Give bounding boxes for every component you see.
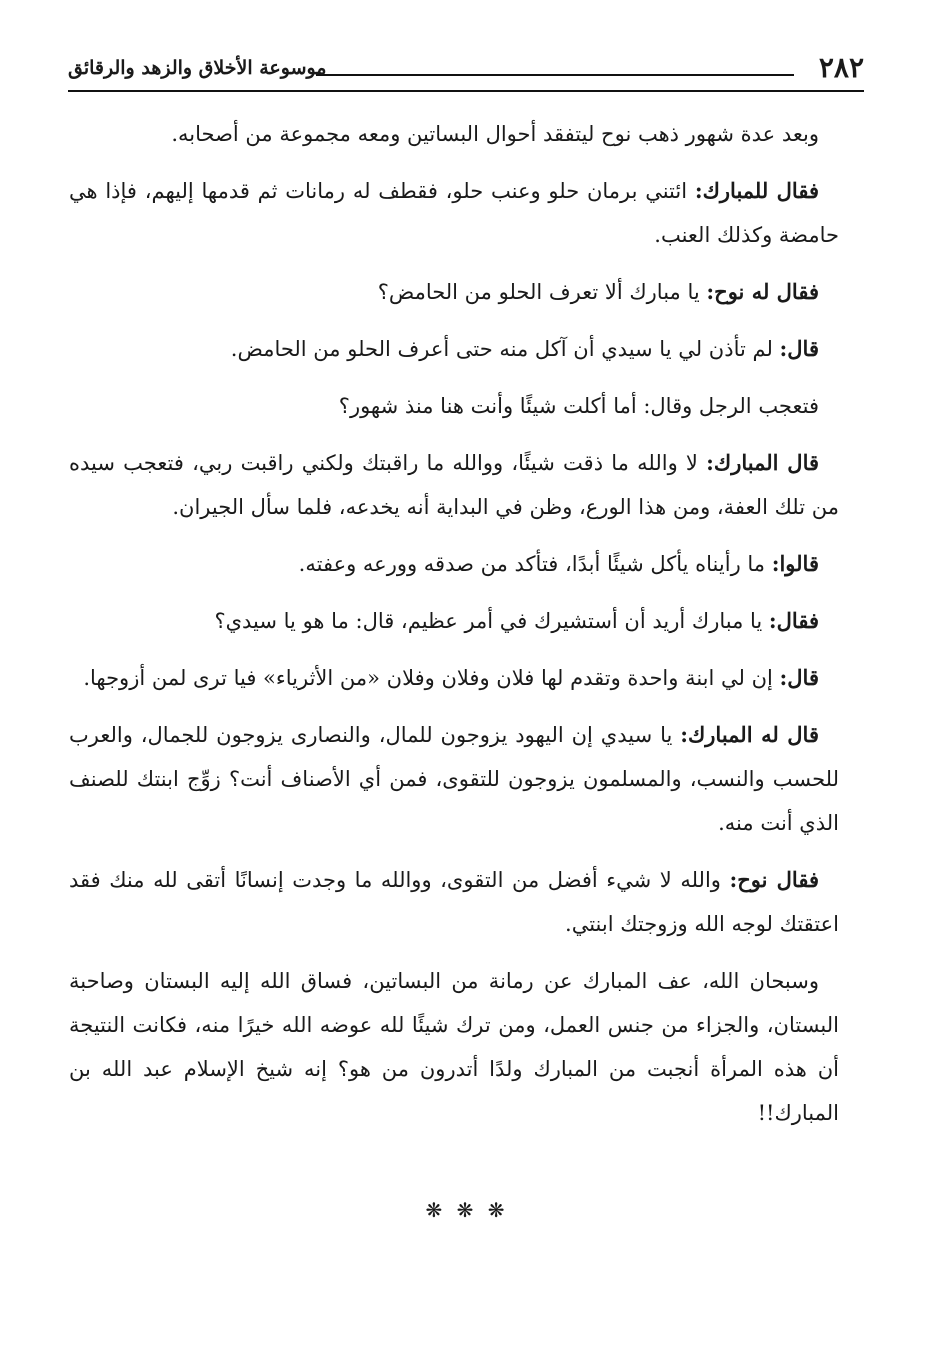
paragraph (69, 270, 839, 314)
body-text (69, 112, 839, 1148)
speaker-label: قال: (779, 665, 819, 690)
running-title: موسوعة الأخلاق والزهد والرقائق (68, 57, 327, 79)
paragraph (69, 169, 839, 257)
paragraph (69, 327, 839, 371)
paragraph (69, 112, 839, 156)
paragraph-text: يا سيدي إن اليهود يزوجون للمال، والنصارى يزوجون للجمال، والعرب للحسب والنسب، والمسلمون يزوجون للتقوى، فمن أي الأصناف أنت؟ زوِّج ابنتك للصنف الذي أنت منه. (69, 723, 839, 835)
speaker-label: فقال للمبارك: (694, 178, 819, 203)
paragraph (69, 542, 839, 586)
speaker-label: قال له المبارك: (680, 722, 819, 747)
speaker-label: قال المبارك: (706, 450, 820, 475)
header-rule (316, 74, 794, 76)
page-number: ٢٨٢ (818, 51, 864, 84)
paragraph-text: وبعد عدة شهور ذهب نوح ليتفقد أحوال البساتين ومعه مجموعة من أصحابه. (171, 122, 819, 146)
speaker-label: فقال له نوح: (706, 279, 819, 304)
paragraph (69, 656, 839, 700)
paragraph-text: فتعجب الرجل وقال: أما أكلت شيئًا وأنت هنا منذ شهور؟ (338, 394, 819, 418)
paragraph (69, 959, 839, 1135)
paragraph-text: لم تأذن لي يا سيدي أن آكل منه حتى أعرف الحلو من الحامض. (230, 337, 780, 361)
paragraph-text: ما رأيناه يأكل شيئًا أبدًا، فتأكد من صدقه وورعه وعفته. (298, 552, 772, 576)
page-header (68, 52, 864, 92)
paragraph-text: لا والله ما ذقت شيئًا، ووالله ما راقبتك ولكني راقبت ربي، فتعجب سيده من تلك العفة، ومن هذا الورع، وظن في البداية أنه يخدعه، فلما سأل الجيران. (69, 451, 839, 519)
speaker-label: فقال نوح: (729, 867, 819, 892)
speaker-label: قالوا: (771, 551, 819, 576)
paragraph (69, 713, 839, 845)
paragraph (69, 599, 839, 643)
paragraph (69, 858, 839, 946)
speaker-label: قال: (779, 336, 819, 361)
paragraph-text: يا مبارك أريد أن أستشيرك في أمر عظيم، قال: ما هو يا سيدي؟ (214, 609, 769, 633)
section-separator: ❋ ❋ ❋ (425, 1198, 509, 1222)
header-underline (68, 90, 864, 92)
paragraph (69, 441, 839, 529)
paragraph-text: يا مبارك ألا تعرف الحلو من الحامض؟ (377, 280, 707, 304)
paragraph-text: إن لي ابنة واحدة وتقدم لها فلان وفلان وفلان «من الأثرياء» فيا ترى لمن أزوجها. (83, 666, 780, 690)
paragraph-text: وسبحان الله، عف المبارك عن رمانة من البساتين، فساق الله إليه البستان وصاحبة البستان، والجزاء من جنس العمل، ومن ترك شيئًا لله عوضه الله خيرًا منه، فكانت النتيجة أن هذه المرأة أنجبت من المبارك ولدًا أتدرون من هو؟ إنه شيخ الإسلام عبد الله بن المبارك!! (69, 969, 839, 1125)
speaker-label: فقال: (768, 608, 819, 633)
paragraph-text: والله لا شيء أفضل من التقوى، ووالله ما وجدت إنسانًا أتقى لله منك فقد اعتقتك لوجه الله وزوجتك ابنتي. (69, 868, 839, 936)
paragraph (69, 384, 839, 428)
paragraph-text: ائتني برمان حلو وعنب حلو، فقطف له رمانات ثم قدمها إليهم، فإذا هي حامضة وكذلك العنب. (69, 179, 839, 247)
